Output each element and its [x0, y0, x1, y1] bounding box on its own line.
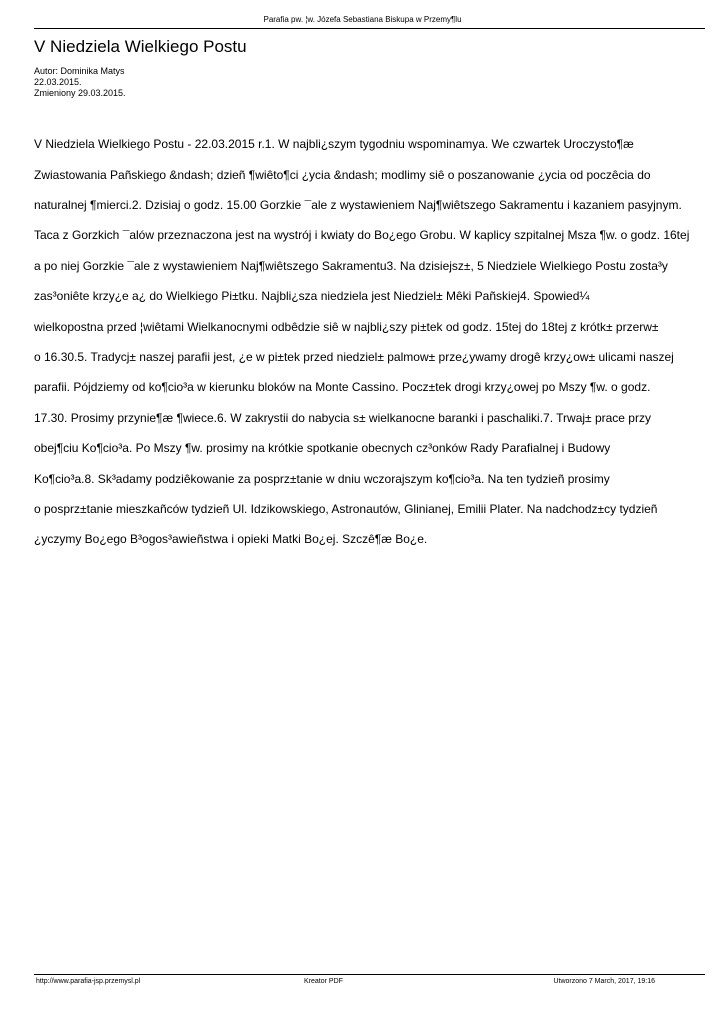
body-line: ¿yczymy Bo¿ego B³ogos³awieñstwa i opieki Matki Bo¿ej. Szczê¶æ Bo¿e. — [34, 532, 428, 547]
body-line: wielkopostna przed ¦wiêtami Wielkanocnymi odbêdzie siê w najbli¿szy pi±tek od godz. 15tej do 18tej z krótk± przerw± — [34, 319, 659, 334]
body-line: naturalnej ¶mierci.2. Dzisiaj o godz. 15.00 Gorzkie ¯ale z wystawieniem Naj¶wiêtszego Sakramentu i kazaniem pasyjnym. — [34, 198, 682, 213]
body-line: o 16.30.5. Tradycj± naszej parafii jest, ¿e w pi±tek przed niedziel± palmow± prze¿ywamy drogê krzy¿ow± ulicami naszej — [34, 350, 674, 365]
body-line: zas³oniête krzy¿e a¿ do Wielkiego Pi±tku. Najbli¿sza niedziela jest Niedziel± Mêki Pañskiej4. Spowied¼ — [34, 289, 590, 304]
page-header: Parafia pw. ¦w. Józefa Sebastiana Biskupa w Przemy¶lu — [263, 15, 462, 24]
article-author: Autor: Dominika Matys — [34, 66, 125, 76]
footer-divider — [34, 974, 705, 975]
body-line: 17.30. Prosimy przynie¶æ ¶wiece.6. W zakrystii do nabycia s± wielkanocne baranki i paschaliki.7. Trwaj± prace przy — [34, 410, 651, 425]
body-line: Ko¶cio³a.8. Sk³adamy podziêkowanie za posprz±tanie w dniu wczorajszym ko¶cio³a. Na ten tydzieñ prosimy — [34, 471, 610, 486]
body-line: V Niedziela Wielkiego Postu - 22.03.2015 r.1. W najbli¿szym tygodniu wspominamya. We czwartek Uroczysto¶æ — [34, 137, 634, 152]
footer-generator: Kreator PDF — [304, 978, 343, 985]
article-date: 22.03.2015. — [34, 77, 82, 87]
footer-url-link[interactable]: http://www.parafia-jsp.przemysl.pl — [36, 978, 141, 985]
body-line: Zwiastowania Pañskiego &ndash; dzieñ ¶wiêto¶ci ¿ycia &ndash; modlimy siê o poszanowanie ¿ycia od poczêcia do — [34, 167, 651, 182]
article-body — [34, 122, 714, 563]
article-meta — [34, 66, 126, 99]
page-footer — [34, 977, 705, 987]
body-line: Taca z Gorzkich ¯alów przeznaczona jest na wystrój i kwiaty do Bo¿ego Grobu. W kaplicy szpitalnej Msza ¶w. o godz. 16tej — [34, 228, 690, 243]
body-line: obej¶ciu Ko¶cio³a. Po Mszy ¶w. prosimy na krótkie spotkanie obecnych cz³onków Rady Parafialnej i Budowy — [34, 441, 611, 456]
article-title: V Niedziela Wielkiego Postu — [34, 37, 247, 56]
body-line: parafii. Pójdziemy od ko¶cio³a w kierunku bloków na Monte Cassino. Pocz±tek drogi krzy¿owej po Mszy ¶w. o godz. — [34, 380, 651, 395]
header-divider — [34, 28, 705, 29]
footer-created-date: Utworzono 7 March, 2017, 19:16 — [553, 978, 655, 985]
article-modified-date: Zmieniony 29.03.2015. — [34, 88, 126, 98]
body-line: o posprz±tanie mieszkañców tydzieñ Ul. Idzikowskiego, Astronautów, Glinianej, Emilii Plater. Na nadchodz±cy tydzieñ — [34, 502, 658, 517]
body-line: a po niej Gorzkie ¯ale z wystawieniem Naj¶wiêtszego Sakramentu3. Na dzisiejsz±, 5 Niedziele Wielkiego Postu zosta³y — [34, 258, 668, 273]
